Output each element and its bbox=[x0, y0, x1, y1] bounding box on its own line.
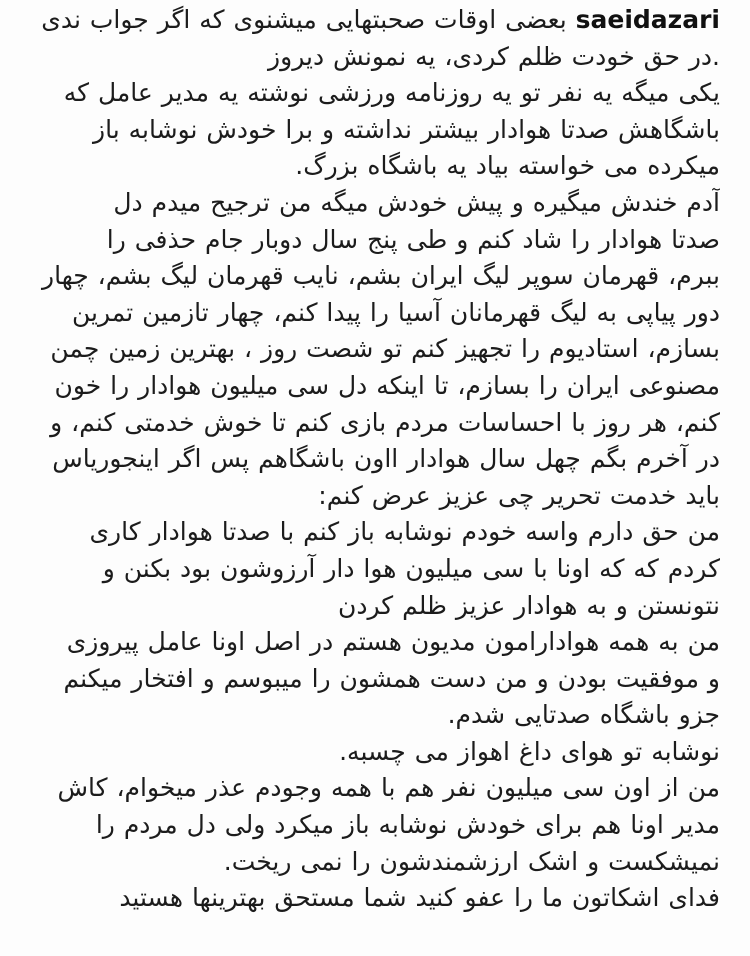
post-line-17: نتونستن و به هوادار عزیز ظلم کردن bbox=[337, 590, 720, 620]
post-text bbox=[26, 2, 720, 917]
post-line-6: آدم خندش میگیره و پیش خودش میگه من ترجیح میدم دل bbox=[113, 187, 720, 217]
post-line-12: کنم، هر روز با احساسات مردم بازی کنم تا خوش خدمتی کنم، و bbox=[50, 407, 720, 437]
post-line-18: من به همه هوادارامون مدیون هستم در اصل اونا عامل پیروزی bbox=[66, 627, 720, 657]
post-line-5: میکرده می خواسته بیاد یه باشگاه بزرگ. bbox=[295, 151, 720, 181]
post-line-1-text: بعضی اوقات صحبتهایی میشنوی که اگر جواب ندی bbox=[41, 5, 567, 34]
post-line-22: من از اون سی میلیون نفر هم با همه وجودم عذر میخوام، کاش bbox=[57, 773, 720, 803]
post-line-2: .در حق خودت ظلم کردی، یه نمونش دیروز bbox=[268, 41, 720, 71]
post-line-11: مصنوعی ایران را بسازم، تا اینکه دل سی میلیون هوادار را خون bbox=[54, 370, 720, 400]
post-line-23: مدیر اونا هم برای خودش نوشابه باز میکرد ولی دل مردم را bbox=[95, 810, 720, 840]
post-line-16: کردم که که اونا با سی میلیون هوا دار آرزوشون بود بکنن و bbox=[102, 553, 720, 583]
post-line-8: ببرم، قهرمان سوپر لیگ ایران بشم، نایب قهرمان لیگ بشم، چهار bbox=[42, 261, 720, 291]
post-line-4: باشگاهش صدتا هوادار بیشتر نداشته و برا خودش نوشابه باز bbox=[93, 114, 720, 144]
post-line-21: نوشابه تو هوای داغ اهواز می چسبه. bbox=[339, 736, 720, 766]
post-line-3: یکی میگه یه نفر تو یه روزنامه ورزشی نوشته یه مدیر عامل که bbox=[63, 78, 720, 108]
author-username[interactable]: saeidazari bbox=[575, 5, 720, 34]
post-line-24: نمیشکست و اشک ارزشمندشون را نمی ریخت. bbox=[223, 846, 720, 876]
post-line-15: من حق دارم واسه خودم نوشابه باز کنم با صدتا هوادار کاری bbox=[89, 517, 720, 547]
post-line-25: فدای اشکاتون ما را عفو کنید شما مستحق بهترینها هستید bbox=[119, 883, 720, 913]
post-line-7: صدتا هوادار را شاد کنم و طی پنج سال دوبار جام حذفی را bbox=[106, 224, 720, 254]
post-line-14: باید خدمت تحریر چی عزیز عرض کنم: bbox=[318, 480, 720, 510]
post-line-20: جزو باشگاه صدتایی شدم. bbox=[447, 700, 720, 730]
post-line-10: بسازم، استادیوم را تجهیز کنم تو شصت روز ، بهترین زمین چمن bbox=[50, 334, 720, 364]
post-line-9: دور پیاپی به لیگ قهرمانان آسیا را پیدا کنم، چهار تازمین تمرین bbox=[72, 297, 720, 327]
post-line-13: در آخرم بگم چهل سال هوادار ااون باشگاهم پس اگر اینجوریاس bbox=[52, 444, 720, 474]
post-line-19: و موفقیت بودن و من دست همشون را میبوسم و افتخار میکنم bbox=[63, 663, 720, 693]
post-line-1 bbox=[26, 2, 720, 39]
